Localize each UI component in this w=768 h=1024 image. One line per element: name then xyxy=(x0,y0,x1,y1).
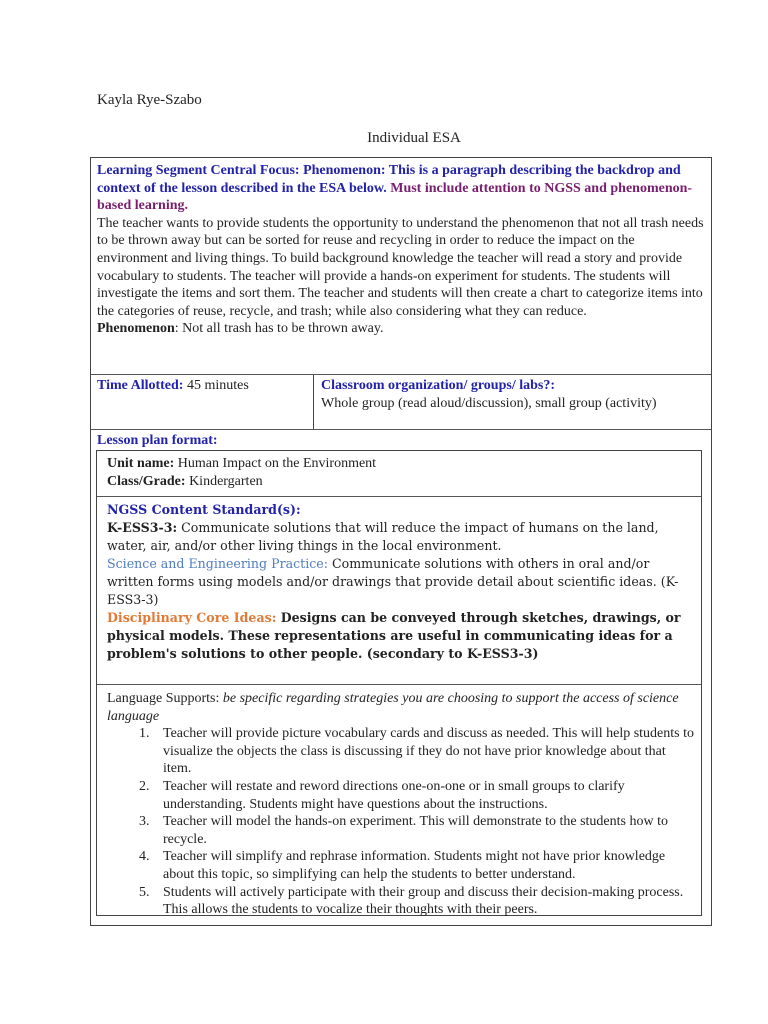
ngss-standard-code: K-ESS3-3: xyxy=(107,520,178,535)
lesson-plan-table xyxy=(96,450,702,916)
dci-text: Designs can be conveyed through sketches, drawings, or physical models. These representations are useful in communicating ideas for a problem's solutions to other people. (secondary to K-ESS3-3) xyxy=(107,610,681,661)
divider xyxy=(91,374,711,375)
unit-info-section xyxy=(107,455,697,490)
classroom-organization-label: Classroom organization/ groups/ labs?: xyxy=(321,378,556,393)
language-supports-label: Language Supports: xyxy=(107,691,220,706)
dci-label: Disciplinary Core Ideas: xyxy=(107,610,277,625)
sep-text: Communicate solutions with others in oral and/or written forms using models and/or drawings that provide detail about scientific ideas. (K-ESS3-3) xyxy=(107,556,679,607)
divider xyxy=(313,375,314,429)
divider xyxy=(97,496,701,497)
author-name: Kayla Rye-Szabo xyxy=(97,92,202,108)
phenomenon-label: Phenomenon xyxy=(97,321,175,337)
unit-name-value: Human Impact on the Environment xyxy=(174,456,377,471)
list-item: 3. Teacher will model the hands-on experiment. This will demonstrate to the students how to recycle. xyxy=(153,813,697,848)
time-allotted-cell xyxy=(97,377,307,395)
sep-label: Science and Engineering Practice: xyxy=(107,556,328,571)
divider xyxy=(91,429,711,430)
central-focus-label: Learning Segment Central Focus: Phenomenon: This is a paragraph describing the backdrop and context of the lesson described in the ESA below. xyxy=(97,163,681,196)
classroom-organization-cell xyxy=(321,377,701,412)
esa-table xyxy=(90,157,712,926)
divider xyxy=(97,684,701,685)
ngss-heading: NGSS Content Standard(s): xyxy=(107,502,301,517)
time-allotted-value: 45 minutes xyxy=(183,378,249,393)
class-grade-value: Kindergarten xyxy=(185,473,263,489)
list-item: 2. Teacher will restate and reword directions one-on-one or in small groups to clarify understanding. Students might have questions about the instructions. xyxy=(153,778,697,813)
lesson-plan-format-label: Lesson plan format: xyxy=(97,433,218,448)
central-focus-section xyxy=(97,162,707,338)
class-grade-label: Class/Grade: xyxy=(107,473,186,489)
language-supports-list xyxy=(107,725,697,919)
language-supports-section xyxy=(107,690,697,919)
central-focus-requirement: Must include attention to NGSS and phenomenon-based learning. xyxy=(97,180,693,214)
list-item: 1. Teacher will provide picture vocabulary cards and discuss as needed. This will help students to visualize the objects the class is discussing if they do not have prior knowledge about that item. xyxy=(153,725,697,778)
central-focus-body: The teacher wants to provide students the opportunity to understand the phenomenon that not all trash needs to be thrown away but can be sorted for reuse and recycling in order to reduce the impact on the environment and living things. To build background knowledge the teacher will read a story and provide vocabulary to students. The teacher will provide a hands-on experiment for students. The students will investigate the items and sort them. The teacher and students will then create a chart to categorize items into the categories of reuse, recycle, and trash; while also considering what they can reduce. xyxy=(97,215,704,319)
document-title: Individual ESA xyxy=(367,130,461,146)
time-allotted-label: Time Allotted: xyxy=(97,378,184,393)
list-item: 4. Teacher will simplify and rephrase information. Students might not have prior knowledge about this topic, so simplifying can help the students to better understand. xyxy=(153,848,697,883)
ngss-standard-text: Communicate solutions that will reduce the impact of humans on the land, water, air, and/or other living things in the local environment. xyxy=(107,520,659,553)
ngss-section xyxy=(107,501,697,663)
classroom-organization-value: Whole group (read aloud/discussion), small group (activity) xyxy=(321,395,657,411)
phenomenon-value: : Not all trash has to be thrown away. xyxy=(174,321,384,337)
list-item: 5. Students will actively participate with their group and discuss their decision-making process. This allows the students to vocalize their thoughts with their peers. xyxy=(153,884,697,919)
language-supports-instruction: be specific regarding strategies you are choosing to support the access of science language xyxy=(107,691,679,724)
unit-name-label: Unit name: xyxy=(107,456,175,471)
